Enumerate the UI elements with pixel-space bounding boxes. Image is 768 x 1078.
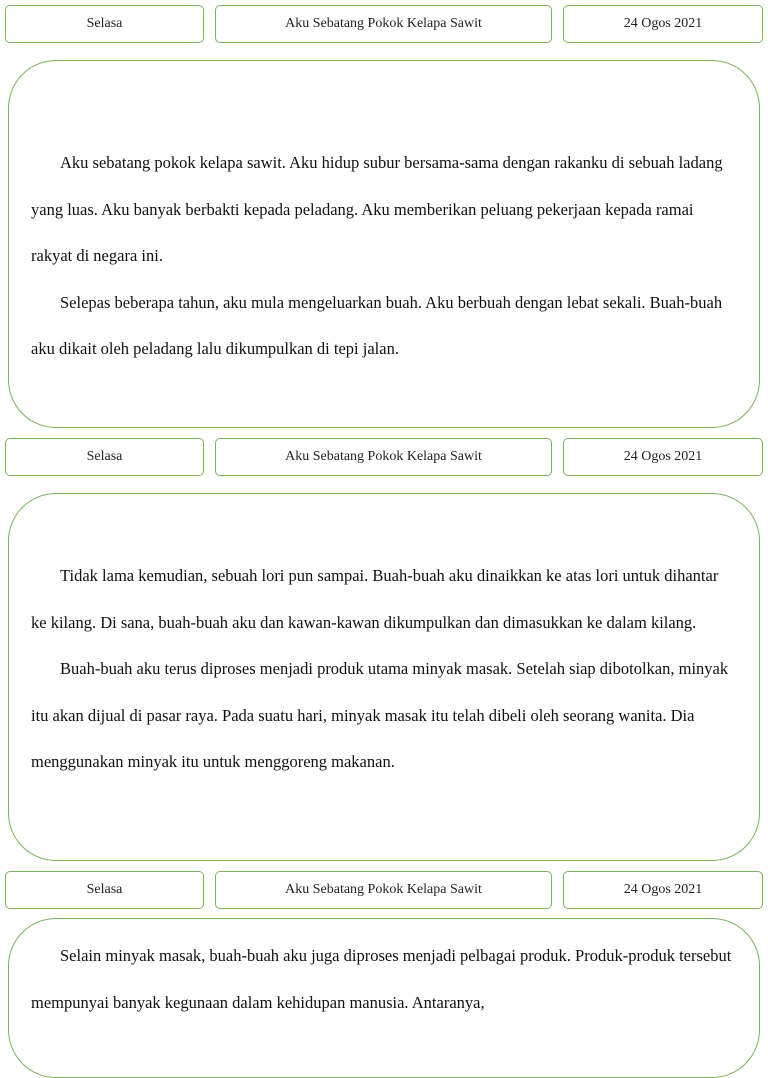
paragraph: Aku sebatang pokok kelapa sawit. Aku hidup subur bersama-sama dengan rakanku di sebuah ladang yang luas. Aku banyak berbakti kepada peladang. Aku memberikan peluang pekerjaan kepada ramai rakyat di negara ini. [31,153,723,265]
paragraph: Buah-buah aku terus diproses menjadi produk utama minyak masak. Setelah siap dibotolkan, minyak itu akan dijual di pasar raya. Pada suatu hari, minyak masak itu telah dibeli oleh seorang wanita. Dia menggunakan minyak itu untuk menggoreng makanan. [31,659,729,771]
header-day: Selasa [5,5,204,43]
paragraph: Selepas beberapa tahun, aku mula mengeluarkan buah. Aku berbuah dengan lebat sekali. Buah-buah aku dikait oleh peladang lalu dikumpulkan di tepi jalan. [31,292,723,358]
story-text [31,933,737,1026]
paragraph: Selain minyak masak, buah-buah aku juga diproses menjadi pelbagai produk. Produk-produk tersebut mempunyai banyak kegunaan dalam kehidupan manusia. Antaranya, [31,946,732,1012]
header-day: Selasa [5,438,204,476]
header-title: Aku Sebatang Pokok Kelapa Sawit [215,5,552,43]
header-date: 24 Ogos 2021 [563,871,763,909]
story-text [31,553,737,786]
paragraph: Tidak lama kemudian, sebuah lori pun sampai. Buah-buah aku dinaikkan ke atas lori untuk dihantar ke kilang. Di sana, buah-buah aku dan kawan-kawan dikumpulkan dan dimasukkan ke dalam kilang. [31,566,719,632]
header-date: 24 Ogos 2021 [563,438,763,476]
story-text [31,140,737,373]
header-title: Aku Sebatang Pokok Kelapa Sawit [215,438,552,476]
header-day: Selasa [5,871,204,909]
header-title: Aku Sebatang Pokok Kelapa Sawit [215,871,552,909]
header-date: 24 Ogos 2021 [563,5,763,43]
